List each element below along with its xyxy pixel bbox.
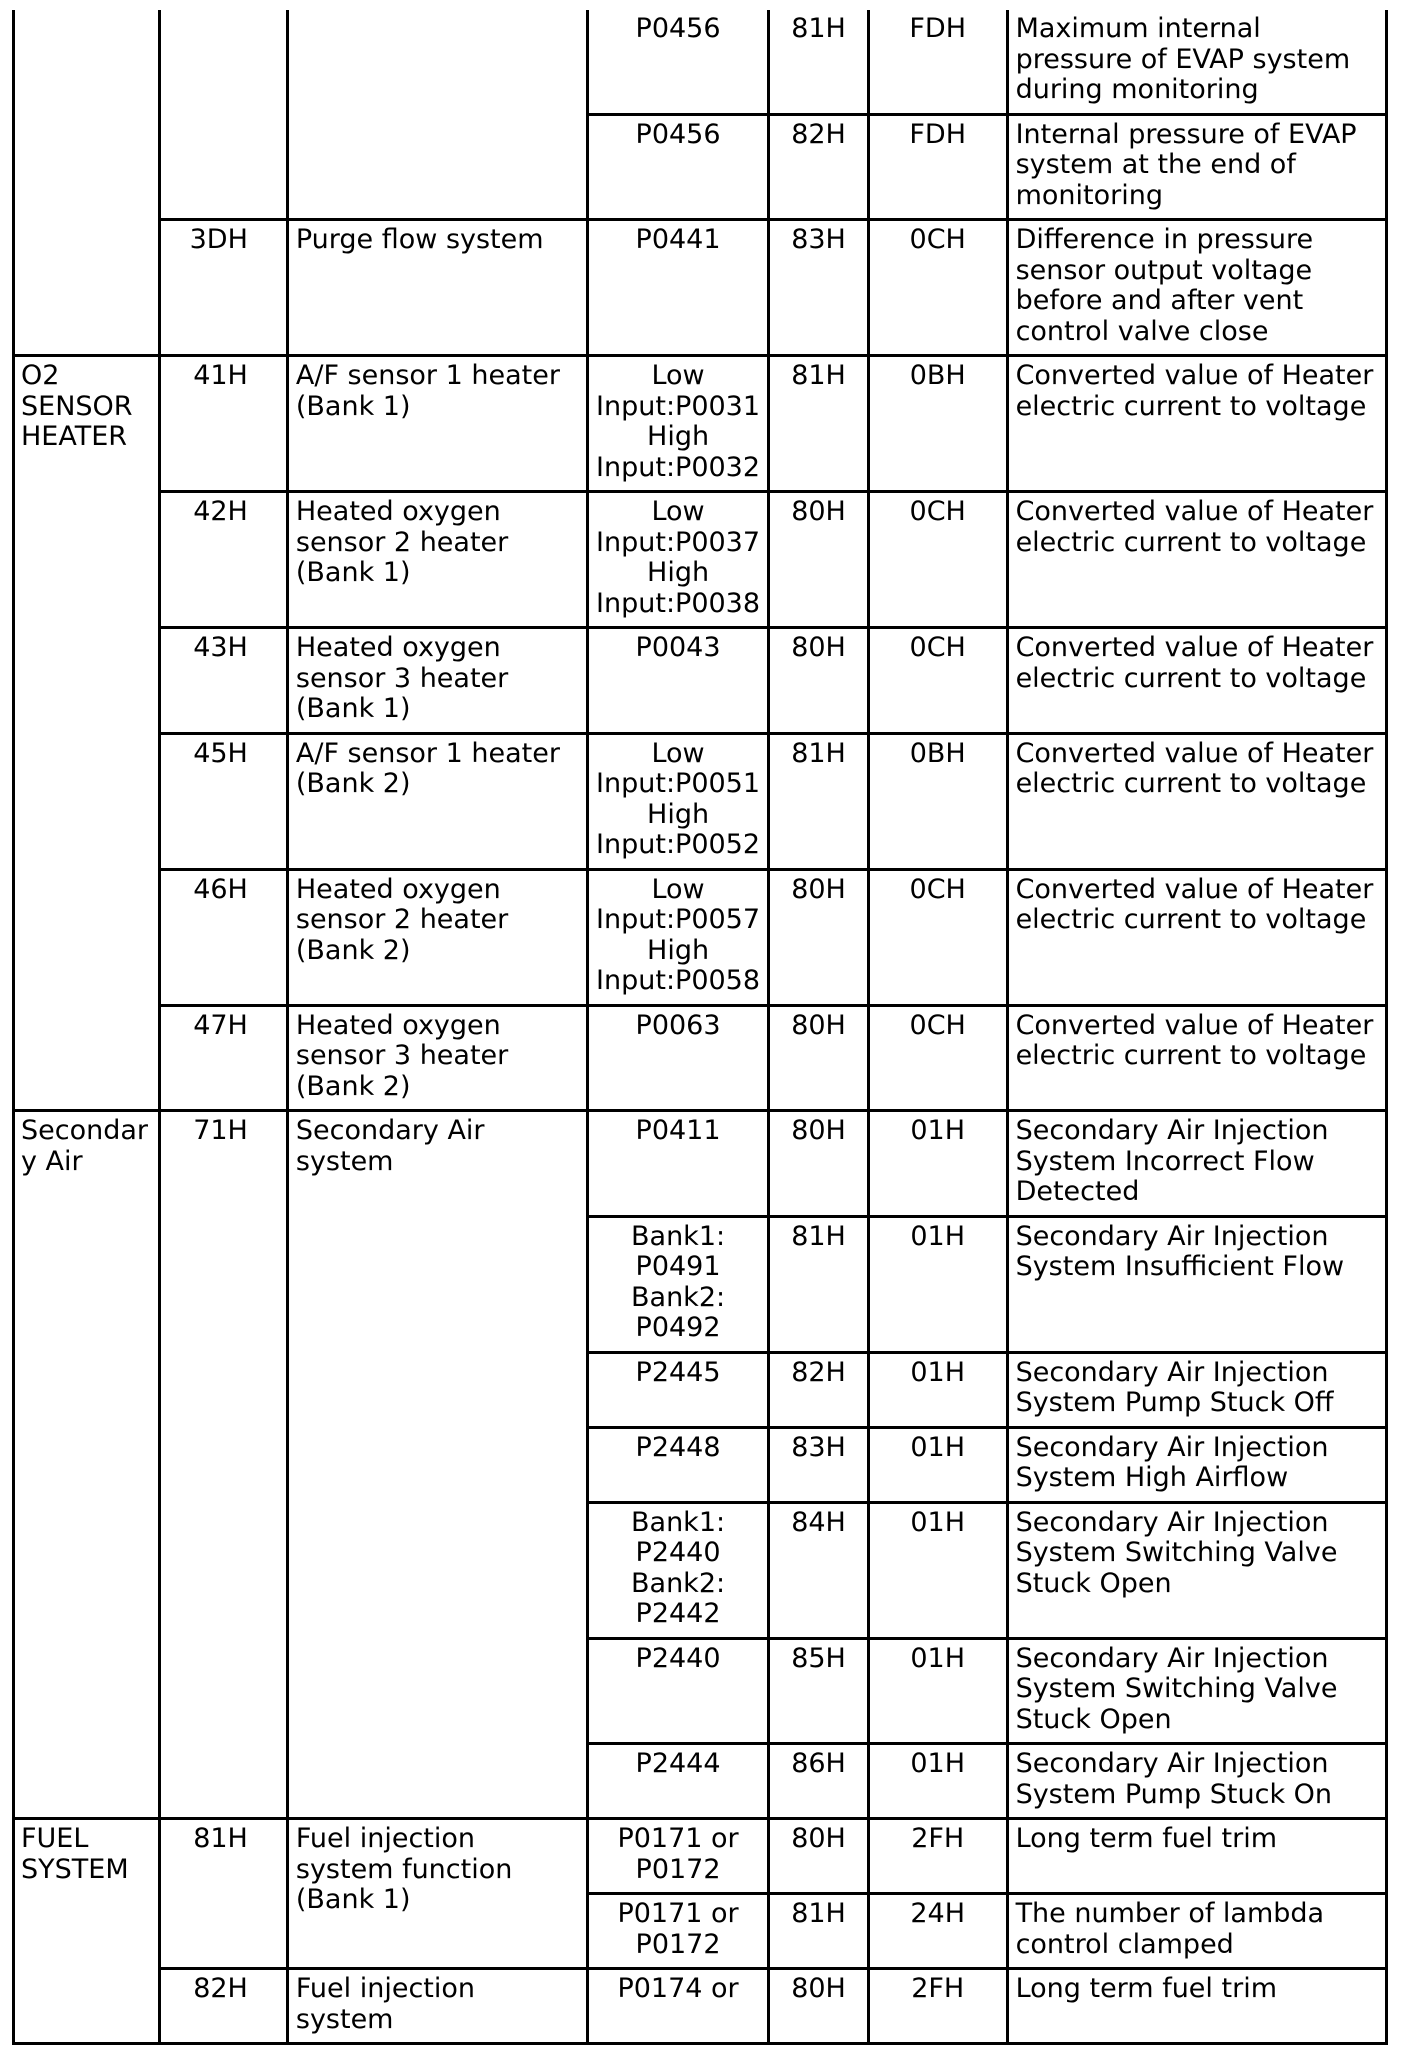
unit-id-cell: 24H [868, 1894, 1007, 1969]
monitor-id-cell: 45H [159, 733, 287, 869]
table-row [14, 1005, 1387, 1111]
description-cell: Internal pressure of EVAP system at the end of monitoring [1007, 114, 1386, 220]
system-cell: Secondary Air [14, 1111, 160, 1819]
dtc-cell: P0411 [587, 1111, 768, 1217]
monitor-name-cell: Secondary Air system [287, 1111, 587, 1819]
table-row [14, 492, 1387, 628]
monitor-name-cell: Fuel injection system [287, 1969, 587, 2044]
test-id-cell: 81H [769, 733, 869, 869]
dtc-cell: P0441 [587, 220, 768, 356]
description-cell: Converted value of Heater electric current to voltage [1007, 733, 1386, 869]
dtc-cell: P2444 [587, 1744, 768, 1819]
test-id-cell: 81H [769, 10, 869, 114]
monitor-id-cell: 81H [159, 1819, 287, 1969]
table-row [14, 1819, 1387, 1894]
description-cell: Difference in pressure sensor output voltage before and after vent control valve close [1007, 220, 1386, 356]
description-cell: Converted value of Heater electric current to voltage [1007, 628, 1386, 734]
system-cell: FUEL SYSTEM [14, 1819, 160, 2044]
dtc-cell: P0063 [587, 1005, 768, 1111]
system-cell: O2 SENSOR HEATER [14, 356, 160, 1111]
dtc-cell: P2440 [587, 1638, 768, 1744]
table-row [14, 10, 1387, 114]
test-id-cell: 80H [769, 492, 869, 628]
unit-id-cell: 2FH [868, 1969, 1007, 2044]
test-id-cell: 80H [769, 869, 869, 1005]
table-row [14, 869, 1387, 1005]
table-row [14, 1969, 1387, 2044]
monitor-id-cell: 43H [159, 628, 287, 734]
description-cell: Secondary Air Injection System Pump Stuck On [1007, 1744, 1386, 1819]
dtc-cell: Low Input:P0057 High Input:P0058 [587, 869, 768, 1005]
test-id-cell: 80H [769, 1111, 869, 1217]
description-cell: Converted value of Heater electric current to voltage [1007, 492, 1386, 628]
unit-id-cell: 0CH [868, 628, 1007, 734]
table-row [14, 628, 1387, 734]
monitor-name-cell: Heated oxygen sensor 2 heater (Bank 1) [287, 492, 587, 628]
unit-id-cell: 01H [868, 1427, 1007, 1502]
unit-id-cell: FDH [868, 114, 1007, 220]
test-id-cell: 82H [769, 114, 869, 220]
test-id-cell: 80H [769, 1969, 869, 2044]
dtc-cell: P0456 [587, 10, 768, 114]
monitor-id-cell: 3DH [159, 220, 287, 356]
dtc-cell: P2448 [587, 1427, 768, 1502]
description-cell: The number of lambda control clamped [1007, 1894, 1386, 1969]
dtc-cell: Bank1: P0491 Bank2: P0492 [587, 1216, 768, 1352]
unit-id-cell: 01H [868, 1744, 1007, 1819]
monitor-name-cell: A/F sensor 1 heater (Bank 1) [287, 356, 587, 492]
test-id-cell: 81H [769, 1894, 869, 1969]
description-cell: Secondary Air Injection System Switching Valve Stuck Open [1007, 1638, 1386, 1744]
monitor-id-cell: 46H [159, 869, 287, 1005]
unit-id-cell: 2FH [868, 1819, 1007, 1894]
test-id-cell: 82H [769, 1352, 869, 1427]
dtc-cell: P0043 [587, 628, 768, 734]
dtc-cell: P0171 or P0172 [587, 1894, 768, 1969]
unit-id-cell: 01H [868, 1502, 1007, 1638]
description-cell: Secondary Air Injection System Switching Valve Stuck Open [1007, 1502, 1386, 1638]
unit-id-cell: 01H [868, 1111, 1007, 1217]
monitor-name-cell: Purge flow system [287, 220, 587, 356]
description-cell: Long term fuel trim [1007, 1969, 1386, 2044]
table-row [14, 733, 1387, 869]
dtc-cell: Low Input:P0031 High Input:P0032 [587, 356, 768, 492]
monitor-name-cell: A/F sensor 1 heater (Bank 2) [287, 733, 587, 869]
unit-id-cell: 0BH [868, 356, 1007, 492]
monitor-id-cell: 47H [159, 1005, 287, 1111]
unit-id-cell: FDH [868, 10, 1007, 114]
unit-id-cell: 0CH [868, 1005, 1007, 1111]
test-id-cell: 81H [769, 356, 869, 492]
monitor-test-table [12, 10, 1388, 2045]
test-id-cell: 84H [769, 1502, 869, 1638]
test-id-cell: 81H [769, 1216, 869, 1352]
description-cell: Secondary Air Injection System Pump Stuck Off [1007, 1352, 1386, 1427]
test-id-cell: 80H [769, 628, 869, 734]
dtc-cell: Low Input:P0037 High Input:P0038 [587, 492, 768, 628]
monitor-name-cell: Heated oxygen sensor 2 heater (Bank 2) [287, 869, 587, 1005]
monitor-name-cell: Fuel injection system function (Bank 1) [287, 1819, 587, 1969]
monitor-id-cell [159, 10, 287, 220]
unit-id-cell: 0CH [868, 869, 1007, 1005]
dtc-cell: Low Input:P0051 High Input:P0052 [587, 733, 768, 869]
unit-id-cell: 0BH [868, 733, 1007, 869]
table-row [14, 220, 1387, 356]
table-row [14, 1111, 1387, 1217]
description-cell: Secondary Air Injection System High Airflow [1007, 1427, 1386, 1502]
unit-id-cell: 01H [868, 1216, 1007, 1352]
description-cell: Converted value of Heater electric current to voltage [1007, 1005, 1386, 1111]
description-cell: Maximum internal pressure of EVAP system during monitoring [1007, 10, 1386, 114]
description-cell: Long term fuel trim [1007, 1819, 1386, 1894]
description-cell: Converted value of Heater electric current to voltage [1007, 869, 1386, 1005]
dtc-cell: P2445 [587, 1352, 768, 1427]
dtc-cell: Bank1: P2440 Bank2: P2442 [587, 1502, 768, 1638]
test-id-cell: 83H [769, 220, 869, 356]
dtc-cell: P0171 or P0172 [587, 1819, 768, 1894]
description-cell: Secondary Air Injection System Incorrect Flow Detected [1007, 1111, 1386, 1217]
test-id-cell: 83H [769, 1427, 869, 1502]
monitor-name-cell: Heated oxygen sensor 3 heater (Bank 1) [287, 628, 587, 734]
monitor-id-cell: 41H [159, 356, 287, 492]
table-row [14, 356, 1387, 492]
monitor-id-cell: 42H [159, 492, 287, 628]
monitor-id-cell: 71H [159, 1111, 287, 1819]
unit-id-cell: 01H [868, 1352, 1007, 1427]
description-cell: Converted value of Heater electric current to voltage [1007, 356, 1386, 492]
unit-id-cell: 0CH [868, 220, 1007, 356]
monitor-name-cell [287, 10, 587, 220]
dtc-cell: P0174 or [587, 1969, 768, 2044]
test-id-cell: 80H [769, 1005, 869, 1111]
test-id-cell: 85H [769, 1638, 869, 1744]
monitor-id-cell: 82H [159, 1969, 287, 2044]
unit-id-cell: 01H [868, 1638, 1007, 1744]
test-id-cell: 86H [769, 1744, 869, 1819]
dtc-cell: P0456 [587, 114, 768, 220]
description-cell: Secondary Air Injection System Insufficient Flow [1007, 1216, 1386, 1352]
system-cell [14, 10, 160, 356]
test-id-cell: 80H [769, 1819, 869, 1894]
monitor-name-cell: Heated oxygen sensor 3 heater (Bank 2) [287, 1005, 587, 1111]
unit-id-cell: 0CH [868, 492, 1007, 628]
